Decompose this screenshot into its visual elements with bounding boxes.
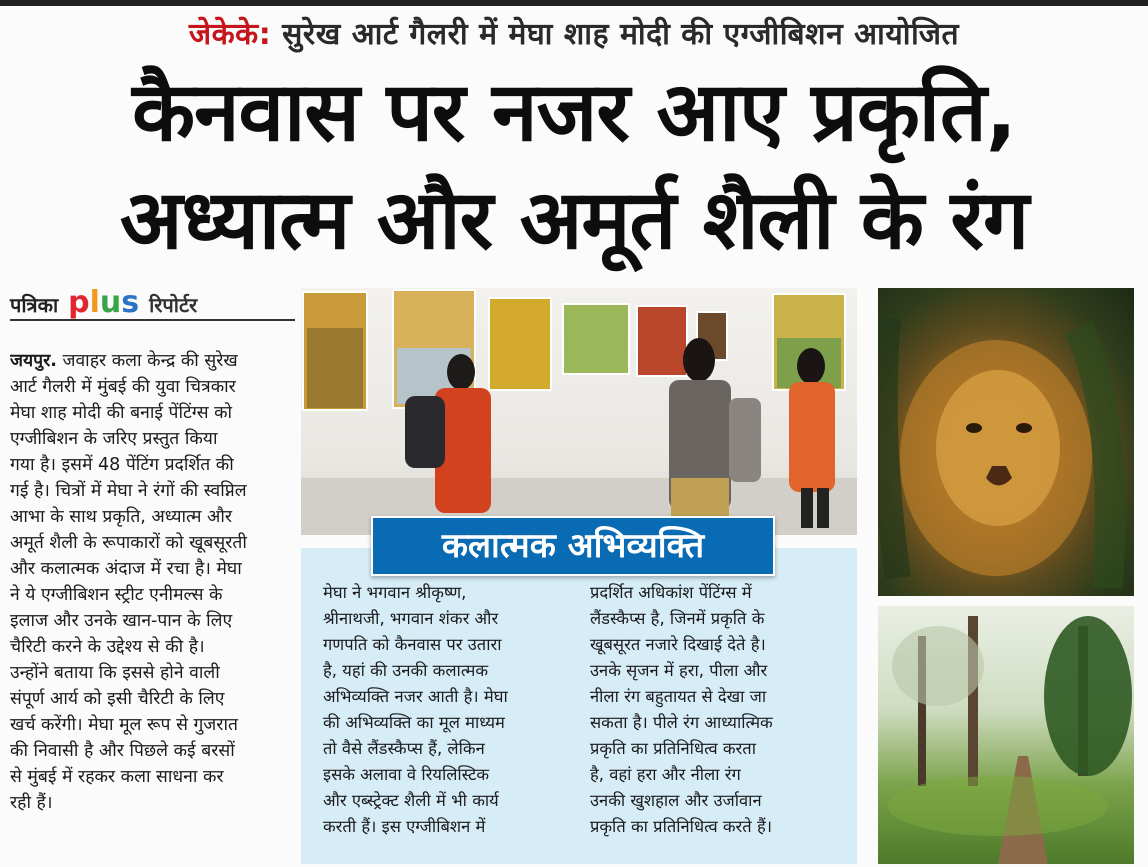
caption-line: गणपति को कैनवास पर उतारा bbox=[323, 635, 502, 654]
caption-line: मेघा ने भगवान श्रीकृष्ण, bbox=[323, 583, 467, 602]
body-line: आर्ट गैलरी में मुंबई की युवा चित्रकार bbox=[10, 377, 236, 397]
plus-letter-p: p bbox=[68, 285, 90, 320]
caption-line: नीला रंग बहुतायत से देखा जा bbox=[590, 687, 767, 706]
caption-line: इसके अलावा वे रियलिस्टिक bbox=[323, 765, 490, 784]
caption-line: सकता है। पीले रंग आध्यात्मिक bbox=[590, 713, 773, 732]
kicker bbox=[0, 12, 1148, 53]
caption-line: अभिव्यक्ति नजर आती है। मेघा bbox=[323, 687, 508, 706]
caption-line: है, यहां की उनकी कलात्मक bbox=[323, 661, 488, 680]
plus-letter-s: s bbox=[121, 285, 140, 320]
body-line: जवाहर कला केन्द्र की सुरेख bbox=[62, 351, 238, 371]
article-body bbox=[10, 348, 298, 816]
caption-badge: कलात्मक अभिव्यक्ति bbox=[371, 516, 775, 576]
caption-line: है, वहां हरा और नीला रंग bbox=[590, 765, 741, 784]
body-line: आभा के साथ प्रकृति, अध्यात्म और bbox=[10, 507, 233, 527]
lion-painting bbox=[878, 288, 1134, 596]
body-line: एग्जीबिशन के जरिए प्रस्तुत किया bbox=[10, 429, 218, 449]
caption-line: प्रकृति का प्रतिनिधित्व करते हैं। bbox=[590, 817, 772, 836]
caption-right-column bbox=[590, 580, 845, 840]
headline-line-2: अध्यात्म और अमूर्त शैली के रंग bbox=[119, 173, 1029, 268]
plus-letter-l: l bbox=[89, 285, 100, 320]
caption-line: की अभिव्यक्ति का मूल माध्यम bbox=[323, 713, 505, 732]
body-line: उन्होंने बताया कि इससे होने वाली bbox=[10, 663, 220, 683]
body-line: चैरिटी करने के उद्देश्य से की है। bbox=[10, 637, 205, 657]
caption-line: श्रीनाथजी, भगवान शंकर और bbox=[323, 609, 499, 628]
plus-letter-u: u bbox=[99, 285, 122, 320]
body-line: और कलात्मक अंदाज में रचा है। मेघा bbox=[10, 559, 242, 579]
kicker-text: सुरेख आर्ट गैलरी में मेघा शाह मोदी की एग्जीबिशन आयोजित bbox=[282, 17, 960, 52]
kicker-prefix: जेकेके: bbox=[188, 17, 272, 52]
plus-logo bbox=[68, 285, 139, 320]
forest-painting-art bbox=[878, 606, 1134, 864]
caption-line: करती हैं। इस एग्जीबिशन में bbox=[323, 817, 486, 836]
caption-line: और एब्स्ट्रेक्ट शैली में भी कार्य bbox=[323, 791, 499, 810]
gallery-photo bbox=[301, 288, 857, 535]
headline-line-1: कैनवास पर नजर आए प्रकृति, bbox=[132, 65, 1016, 160]
caption-line: लैंडस्कैप्स है, जिनमें प्रकृति के bbox=[590, 609, 765, 628]
body-line: संपूर्ण आर्य को इसी चैरिटी के लिए bbox=[10, 689, 225, 709]
caption-line: प्रकृति का प्रतिनिधित्व करता bbox=[590, 739, 756, 758]
body-line: खर्च करेंगी। मेघा मूल रूप से गुजरात bbox=[10, 715, 238, 735]
body-line-first bbox=[10, 348, 298, 374]
caption-line: उनके सृजन में हरा, पीला और bbox=[590, 661, 768, 680]
body-line: रही हैं। bbox=[10, 793, 53, 813]
body-line: से मुंबई में रहकर कला साधना कर bbox=[10, 767, 224, 787]
caption-line: तो वैसे लैंडस्कैप्स हैं, लेकिन bbox=[323, 739, 485, 758]
byline-reporter: रिपोर्टर bbox=[149, 293, 198, 317]
dateline: जयपुर. bbox=[10, 351, 57, 371]
body-line: अमूर्त शैली के रूपाकारों को खूबसूरती bbox=[10, 533, 247, 553]
caption-line: खूबसूरत नजारे दिखाई देते है। bbox=[590, 635, 766, 654]
body-line: मेघा शाह मोदी की बनाई पेंटिंग्स को bbox=[10, 403, 233, 423]
body-line: ने ये एग्जीबिशन स्ट्रीट एनीमल्स के bbox=[10, 585, 223, 605]
gallery-photo-art bbox=[301, 288, 857, 535]
caption-line: उनकी खुशहाल और उर्जावान bbox=[590, 791, 762, 810]
byline-paper: पत्रिका bbox=[10, 293, 59, 317]
caption-line: प्रदर्शित अधिकांश पेंटिंग्स में bbox=[590, 583, 752, 602]
caption-left-column bbox=[323, 580, 578, 840]
lion-painting-art bbox=[878, 288, 1134, 596]
top-rule bbox=[0, 0, 1148, 6]
body-line: की निवासी है और पिछले कई बरसों bbox=[10, 741, 235, 761]
byline bbox=[10, 285, 295, 321]
body-line: इलाज और उनके खान-पान के लिए bbox=[10, 611, 233, 631]
body-line: गई है। चित्रों में मेघा ने रंगों की स्वप्निल bbox=[10, 481, 247, 501]
body-line: गया है। इसमें 48 पेंटिंग प्रदर्शित की bbox=[10, 455, 234, 475]
forest-painting bbox=[878, 606, 1134, 864]
